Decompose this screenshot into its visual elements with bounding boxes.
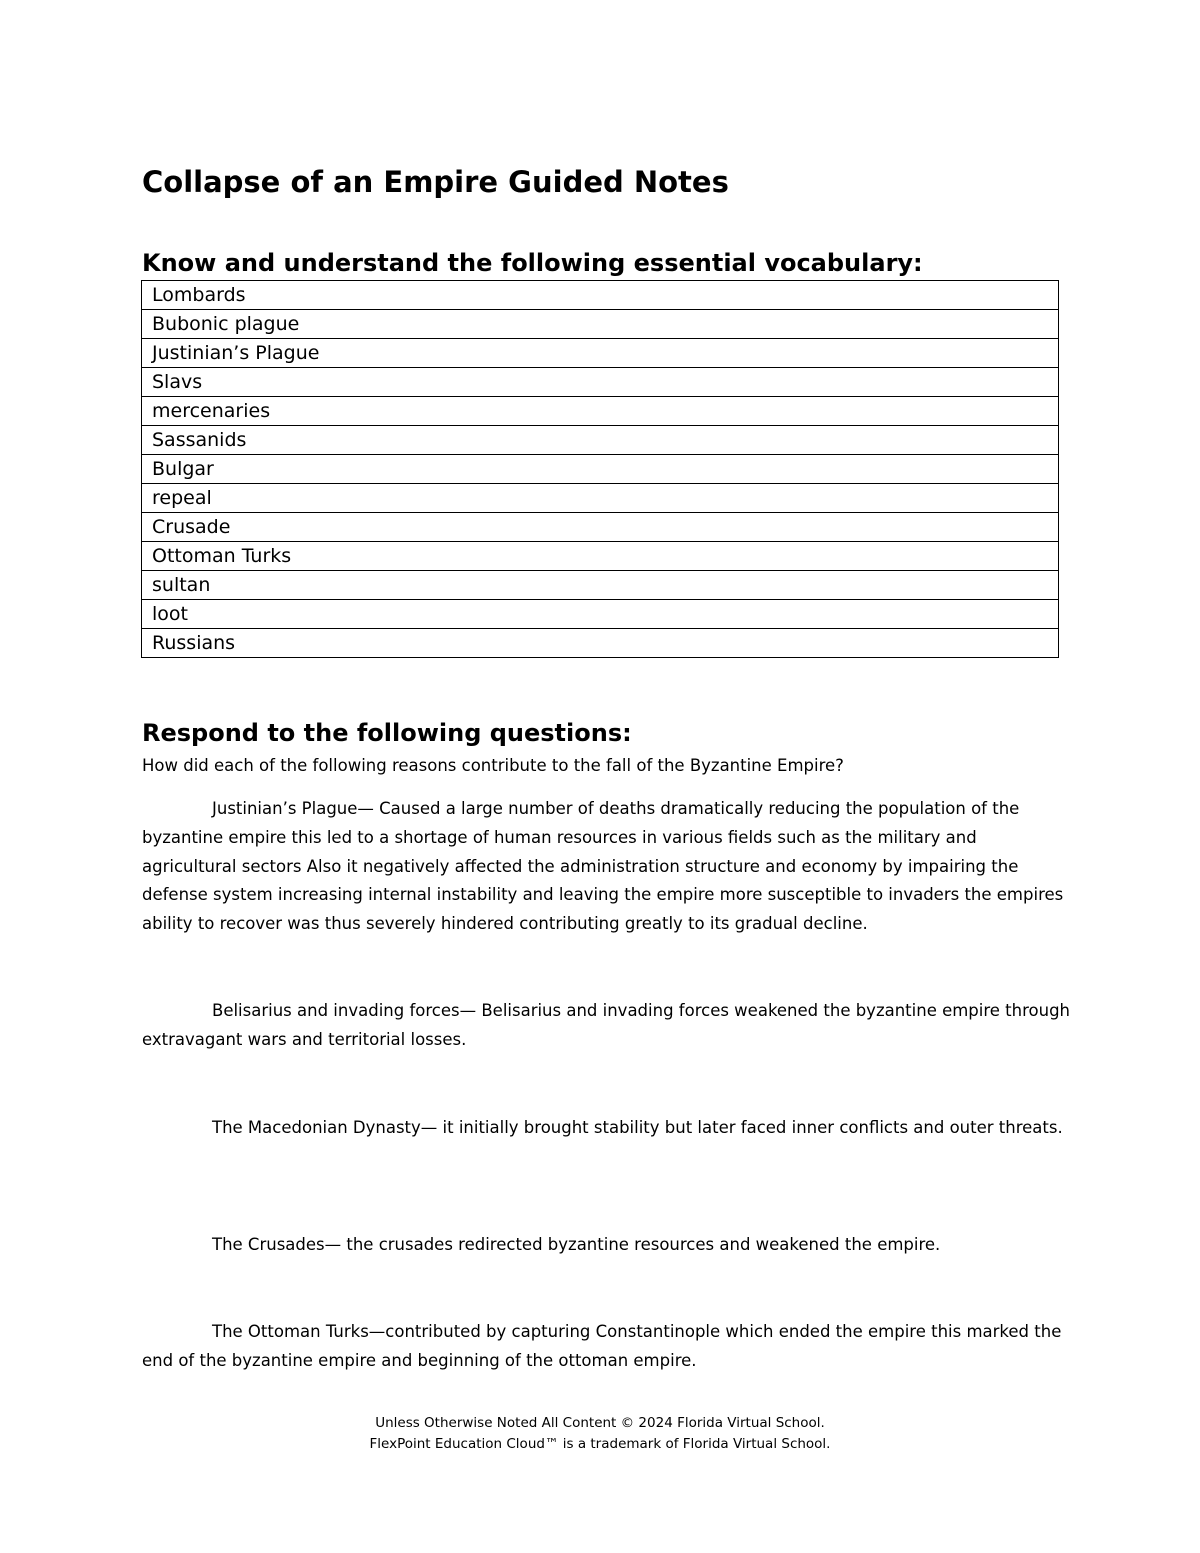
table-row bbox=[142, 542, 1059, 571]
table-row bbox=[142, 513, 1059, 542]
table-row bbox=[142, 310, 1059, 339]
table-row bbox=[142, 368, 1059, 397]
vocabulary-term: Sassanids bbox=[142, 426, 1059, 455]
table-row bbox=[142, 571, 1059, 600]
page-footer bbox=[0, 1413, 1200, 1455]
answer-crusades: The Crusades— the crusades redirected byzantine resources and weakened the empire. bbox=[212, 1235, 941, 1254]
vocabulary-term: repeal bbox=[142, 484, 1059, 513]
vocabulary-term: Slavs bbox=[142, 368, 1059, 397]
table-row bbox=[142, 629, 1059, 658]
vocabulary-term: Bubonic plague bbox=[142, 310, 1059, 339]
table-row bbox=[142, 455, 1059, 484]
vocabulary-term: Lombards bbox=[142, 281, 1059, 310]
table-row bbox=[142, 397, 1059, 426]
table-row bbox=[142, 339, 1059, 368]
copyright-notice: Unless Otherwise Noted All Content © 2024 Florida Virtual School. bbox=[375, 1415, 825, 1431]
vocabulary-table bbox=[141, 280, 1059, 658]
table-row bbox=[142, 600, 1059, 629]
vocabulary-term: Bulgar bbox=[142, 455, 1059, 484]
trademark-notice: FlexPoint Education Cloud™ is a trademark of Florida Virtual School. bbox=[369, 1436, 831, 1452]
table-row bbox=[142, 426, 1059, 455]
vocabulary-heading: Know and understand the following essential vocabulary: bbox=[142, 249, 923, 277]
questions-heading: Respond to the following questions: bbox=[142, 719, 632, 747]
vocabulary-term: Russians bbox=[142, 629, 1059, 658]
table-row bbox=[142, 484, 1059, 513]
document-title: Collapse of an Empire Guided Notes bbox=[142, 165, 729, 199]
answer-justinians-plague: Justinian’s Plague— Caused a large number of deaths dramatically reducing the population of the byzantine empire this led to a shortage of human resources in various fields such as the military and agricultural sectors Also it negatively affected the administration structure and economy by impairing the defense system increasing internal instability and leaving the empire more susceptible to invaders the empires ability to recover was thus severely hindered contributing greatly to its gradual decline. bbox=[142, 799, 1064, 934]
answer-macedonian-dynasty: The Macedonian Dynasty— it initially brought stability but later faced inner conflicts and outer threats. bbox=[212, 1118, 1063, 1137]
table-row bbox=[142, 281, 1059, 310]
question-prompt: How did each of the following reasons contribute to the fall of the Byzantine Empire? bbox=[142, 756, 844, 775]
vocabulary-term: loot bbox=[142, 600, 1059, 629]
vocabulary-term: mercenaries bbox=[142, 397, 1059, 426]
answer-ottoman-turks: The Ottoman Turks—contributed by capturing Constantinople which ended the empire this marked the end of the byzantine empire and beginning of the ottoman empire. bbox=[142, 1322, 1062, 1370]
vocabulary-term: Crusade bbox=[142, 513, 1059, 542]
vocabulary-term: Ottoman Turks bbox=[142, 542, 1059, 571]
answer-belisarius: Belisarius and invading forces— Belisarius and invading forces weakened the byzantine empire through extravagant wars and territorial losses. bbox=[142, 1001, 1071, 1049]
vocabulary-term: sultan bbox=[142, 571, 1059, 600]
vocabulary-term: Justinian’s Plague bbox=[142, 339, 1059, 368]
